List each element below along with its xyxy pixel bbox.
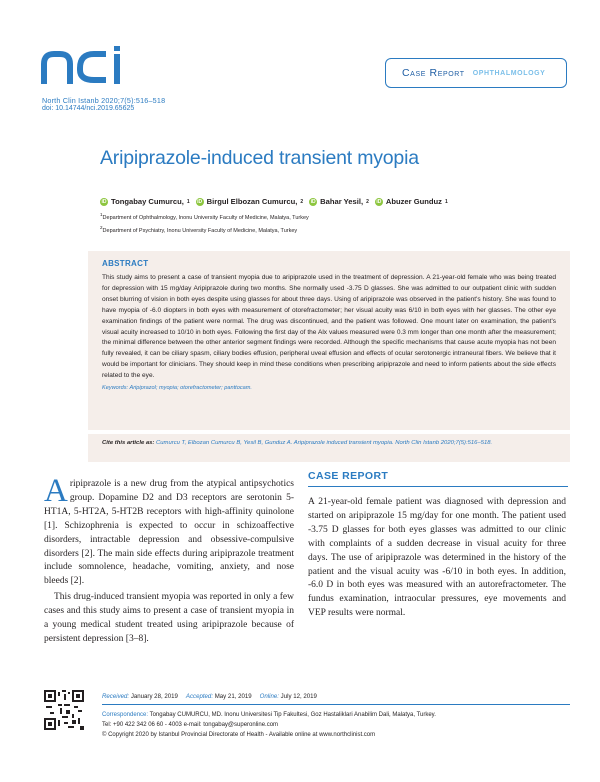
article-type: Case Report xyxy=(402,67,465,79)
correspondence-label: Correspondence: xyxy=(102,712,149,718)
author-name: Birgul Elbozan Cumurcu, xyxy=(206,197,298,206)
intro-paragraph xyxy=(44,473,294,589)
orcid-icon[interactable]: iD xyxy=(376,198,382,205)
author-name: Bahar Yesil, xyxy=(320,197,364,206)
article-type-badge xyxy=(385,58,567,88)
correspondence-line xyxy=(102,710,436,720)
publication-dates xyxy=(102,693,317,700)
author-sup: 2 xyxy=(366,198,369,205)
case-report-text: A 21-year-old female patient was diagnosed with depression and started on aripiprazole 15 mg/day for one month. The patient used -3.75 D glasses for both eyes glasses was admitted to our clinic with complaints of a sudden decrease in visual acuity for three days. The use of aripiprazole was determined in the history of the patient and the visual acuity was -6/10 in both eyes. In addition, -6.0 D in both eyes was measured with an autorefractometer. The fundus examination, intraocular pressures, eye movements and VEP results were normal. xyxy=(308,497,566,619)
specialty-label: OPHTHALMOLOGY xyxy=(472,69,546,77)
accepted-label: Accepted: xyxy=(185,693,214,700)
drop-cap: A xyxy=(44,473,68,509)
online-date xyxy=(260,693,317,700)
orcid-icon[interactable]: iD xyxy=(310,198,316,205)
affiliation-sup: 1 xyxy=(100,212,103,217)
online-value: July 12, 2019 xyxy=(280,693,317,700)
abstract-text: This study aims to present a case of transient myopia due to aripiprazole used in the treatment of depression. A 21-year-old female who was being treated for depression with 15 mg/day Aripiprazole during two months. She normally used -3.75 D glasses. She was admitted to our outpatient clinic with sudden onset blurring of vision in both eyes despite using glasses for about three days. Using of aripiprazole was observed in the patient's history. She was found to have myopia of -6.0 diopters in both eyes with measurement of otorefractometer; her visual acuity was 6/10 in both eyes with her glasses. The other eye examination findings of the patient were normal. The drug was discontinued, and the patient was followed. One mount later on examination, the patient's visual acuity increased to 10/10 in both eyes. Following the first day of the Alx values measured were 0.3 mm longer than one month after the measurement; the minimal difference between the other anterior segment findings were recorded. Although the specific mechanisms that cause acute myopia has not been fully revealed, it can be ciliary spasm, ciliary bodies effusion, peripheral uveal effusion and effects of ocular serotonergic intraneural fibers. We believe that it would be important for clinicians. They should keep in mind these conditions when prescribing aripiprazole and need to inform patients about the side effects related to the eye. xyxy=(102,274,556,380)
case-report-column xyxy=(308,496,566,621)
cite-label: Cite this article as: xyxy=(102,440,155,446)
author-sup: 2 xyxy=(300,198,304,205)
journal-citation: North Clin Istanb 2020;7(5):516–518 xyxy=(42,96,166,105)
author xyxy=(375,197,448,206)
received-value: January 28, 2019 xyxy=(130,693,178,700)
online-label: Online: xyxy=(259,693,279,700)
author xyxy=(100,197,190,206)
orcid-icon[interactable]: iD xyxy=(197,198,203,205)
contact-line: Tel: +90 422 342 06 60 - 4003 e-mail: tongabay@superonline.com xyxy=(102,722,279,729)
author-list xyxy=(100,197,448,206)
author xyxy=(309,197,369,206)
intro-text: ripiprazole is a new drug from the atypical antipsychotics group. Dopamine D2 and D3 receptors are serotonin 5-HT1A, 5-HT2A, 5-HT2B receptors with high-affinity quinolone [1]. Schizophrenia is expected to occur in schizoaffective disorders, intractable depression and obsessive-compulsive disorders [2]. The main side effects during aripiprazole treatment include somnolence, headache, vomiting, anxiety, and nose bleeds [2]. xyxy=(44,479,294,587)
affiliation-text: Department of Psychiatry, Inonu University Faculty of Medicine, Malatya, Turkey xyxy=(102,227,298,234)
affiliation xyxy=(100,225,297,234)
abstract-heading: ABSTRACT xyxy=(102,259,149,268)
correspondence-text: Tongabay CUMURCU, MD. Inonu Universitesi Tip Fakultesi, Goz Hastaliklari Anabilim Dali, Malatya, Turkey. xyxy=(148,712,436,718)
qr-code xyxy=(44,690,84,730)
author-name: Tongabay Cumurcu, xyxy=(111,197,184,206)
journal-logo xyxy=(40,46,126,84)
case-report-heading: CASE REPORT xyxy=(308,470,389,482)
accepted-date xyxy=(186,693,252,700)
affiliation-text: Department of Ophthalmology, Inonu University Faculty of Medicine, Malatya, Turkey xyxy=(102,214,309,221)
received-date xyxy=(102,693,178,700)
doi: doi: 10.14744/nci.2019.65625 xyxy=(42,105,135,112)
intro-column xyxy=(44,473,294,647)
correspondence xyxy=(102,710,436,741)
keywords: Keywords: Aripiprazol; myopia; otorefractometer; panttocam. xyxy=(102,385,252,392)
cite-box xyxy=(88,434,570,462)
affiliation-sup: 2 xyxy=(100,225,103,230)
intro-paragraph: This drug-induced transient myopia was reported in only a few cases and this study aims to present a case of transient myopia in a young medical student treated using aripiprazole because of persistent depression [3–8]. xyxy=(44,592,294,644)
received-label: Received: xyxy=(102,693,130,700)
author xyxy=(196,197,304,206)
cite-text: Cumurcu T, Elbozan Cumurcu B, Yesil B, Gunduz A. Aripiprazole induced transient myopia. North Clin Istanb 2020;7(5):516–518. xyxy=(154,440,493,446)
copyright-line: © Copyright 2020 by Istanbul Provincial Directorate of Health - Available online at www.northclinist.com xyxy=(102,732,376,739)
abstract-box xyxy=(88,251,570,430)
accepted-value: May 21, 2019 xyxy=(214,693,252,700)
author-name: Abuzer Gunduz xyxy=(385,197,442,206)
author-sup: 1 xyxy=(186,198,190,205)
article-title: Aripiprazole-induced transient myopia xyxy=(100,147,419,169)
author-sup: 1 xyxy=(444,198,448,205)
footer-rule xyxy=(102,704,570,705)
heading-rule xyxy=(308,486,568,487)
orcid-icon[interactable]: iD xyxy=(101,198,107,205)
affiliation xyxy=(100,212,309,221)
